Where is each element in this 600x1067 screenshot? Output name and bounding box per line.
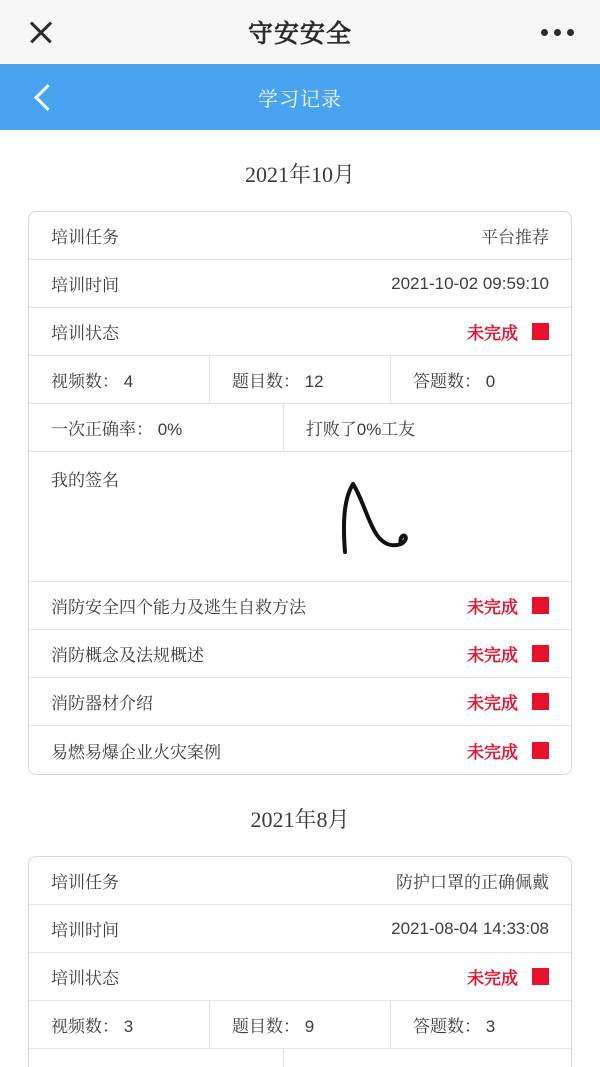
lesson-status-badge [467, 738, 549, 763]
lesson-status-badge [467, 689, 549, 714]
training-time-row [29, 260, 571, 308]
lesson-row[interactable] [29, 678, 571, 726]
status-badge [467, 964, 549, 989]
answered-count-cell: 答题数： 3 [413, 1017, 496, 1036]
lesson-title: 消防概念及法规概述 [51, 646, 204, 665]
stats-row-secondary [29, 404, 571, 452]
close-icon[interactable] [26, 17, 56, 47]
training-time-label: 培训时间 [51, 921, 119, 940]
status-text: 未完成 [467, 324, 518, 343]
lesson-title: 消防器材介绍 [51, 694, 153, 713]
training-task-label: 培训任务 [51, 873, 119, 892]
answered-count-cell: 答题数： 0 [413, 372, 496, 391]
month-heading: 2021年10月 [244, 162, 355, 187]
status-badge [467, 319, 549, 344]
nav-bar [0, 64, 600, 130]
back-chevron-icon[interactable] [34, 82, 52, 112]
status-square-icon [532, 693, 549, 710]
page-title: 学习记录 [258, 88, 342, 111]
question-count-cell: 题目数： 9 [210, 1001, 391, 1048]
dot [541, 29, 548, 36]
status-square-icon [532, 645, 549, 662]
lesson-row[interactable] [29, 582, 571, 630]
more-dots-icon[interactable] [541, 29, 574, 36]
lesson-status-text: 未完成 [467, 598, 518, 617]
stats-row [29, 1001, 571, 1049]
status-square-icon [532, 968, 549, 985]
training-task-row [29, 857, 571, 905]
lesson-status-text: 未完成 [467, 742, 518, 762]
lesson-title: 易燃易爆企业火灾案例 [51, 742, 221, 762]
training-task-label: 培训任务 [51, 228, 119, 247]
training-time-row [29, 905, 571, 953]
dot [567, 29, 574, 36]
video-count-cell: 视频数： 3 [29, 1001, 210, 1048]
status-text: 未完成 [467, 969, 518, 988]
video-count-cell: 视频数： 4 [29, 356, 210, 403]
training-status-row [29, 953, 571, 1001]
question-count-cell: 题目数： 12 [210, 356, 391, 403]
lesson-status-text: 未完成 [467, 694, 518, 713]
status-square-icon [532, 742, 549, 759]
first-pass-accuracy-cell [29, 1049, 284, 1067]
training-task-value: 防护口罩的正确佩戴 [396, 873, 549, 892]
record-card [28, 211, 572, 775]
lesson-title: 消防安全四个能力及逃生自救方法 [51, 598, 306, 617]
lesson-status-badge [467, 641, 549, 666]
training-time-label: 培训时间 [51, 276, 119, 295]
training-time-value: 2021-08-04 14:33:08 [391, 918, 549, 938]
lesson-status-text: 未完成 [467, 646, 518, 665]
first-pass-accuracy-cell: 一次正确率： 0% [29, 404, 284, 451]
training-status-row [29, 308, 571, 356]
top-bar [0, 0, 600, 64]
lesson-row[interactable] [29, 630, 571, 678]
stats-row [29, 356, 571, 404]
status-square-icon [532, 597, 549, 614]
dot [554, 29, 561, 36]
content-scroll[interactable] [0, 130, 600, 1067]
training-status-label: 培训状态 [51, 969, 119, 988]
signature-label: 我的签名 [51, 471, 119, 490]
app-title: 守安安全 [247, 20, 352, 48]
month-heading: 2021年8月 [250, 807, 350, 832]
training-task-row [29, 212, 571, 260]
record-card [28, 856, 572, 1067]
training-time-value: 2021-10-02 09:59:10 [391, 273, 549, 293]
signature-drawing-icon [309, 462, 449, 572]
beat-peers-cell: 打败了0%工友 [305, 420, 416, 439]
training-status-label: 培训状态 [51, 324, 119, 343]
lesson-row[interactable] [29, 726, 571, 774]
stats-row-secondary [29, 1049, 571, 1067]
beat-peers-cell [284, 1049, 571, 1067]
status-square-icon [532, 323, 549, 340]
lesson-status-badge [467, 593, 549, 618]
training-task-value: 平台推荐 [481, 228, 549, 247]
signature-block [29, 452, 571, 582]
